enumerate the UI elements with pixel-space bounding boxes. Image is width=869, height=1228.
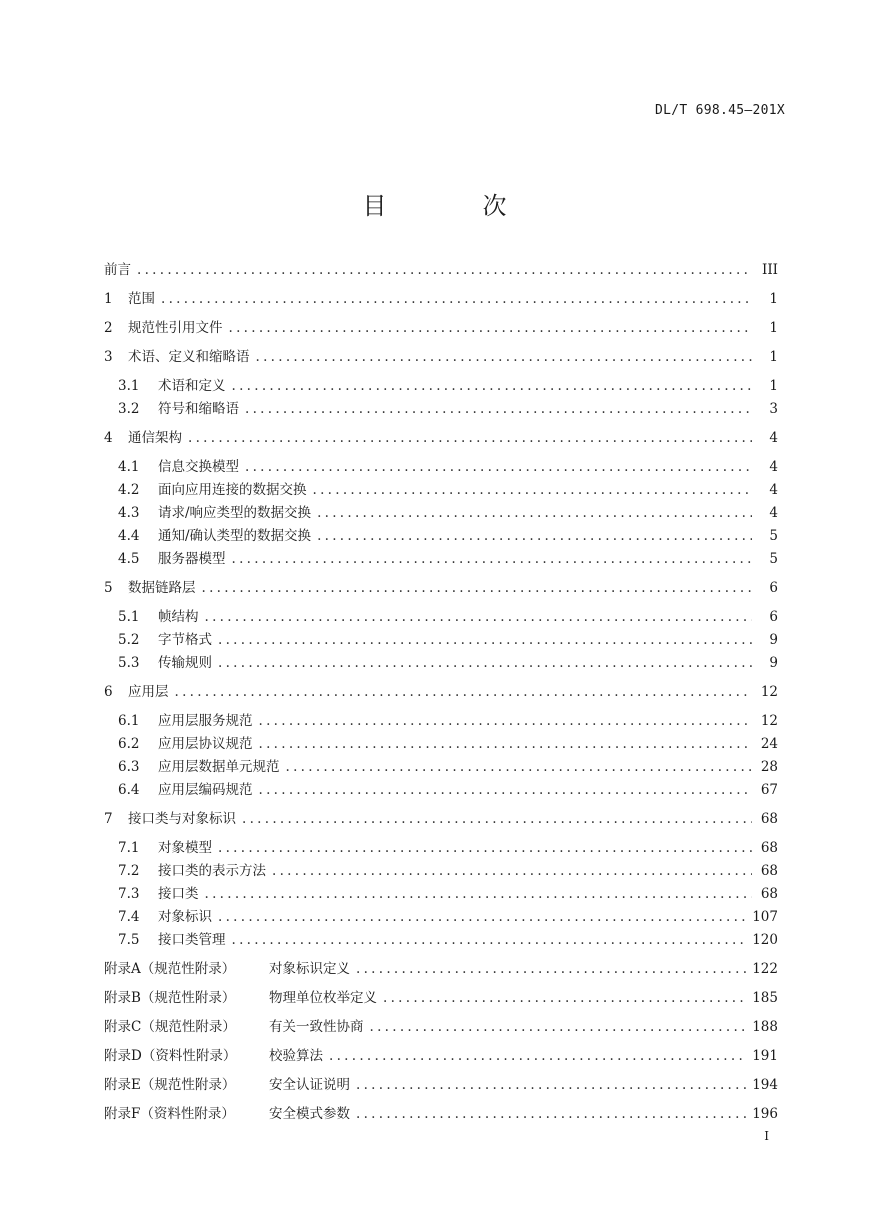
toc-dot-leader: [272, 863, 752, 879]
toc-entry-label: 请求/响应类型的数据交换: [158, 505, 312, 521]
appendix-page: 194: [752, 1077, 778, 1093]
toc-entry[interactable]: [104, 651, 778, 674]
toc-entry[interactable]: [104, 501, 778, 524]
toc-entry-number: 4.5: [118, 551, 140, 567]
toc-entry-label: 通知/确认类型的数据交换: [158, 528, 312, 544]
appendix-label: 校验算法: [269, 1048, 323, 1064]
toc-entry-label: 规范性引用文件: [128, 320, 223, 336]
toc-entry-label: 符号和缩略语: [158, 401, 239, 417]
toc-entry-page: 1: [769, 320, 778, 336]
toc-entry-label: 前言: [104, 262, 131, 278]
toc-entry-label: 信息交换模型: [158, 459, 239, 475]
toc-entry-number: 6: [104, 684, 113, 700]
toc-entry-number: 2: [104, 320, 113, 336]
toc-entry-page: 1: [769, 378, 778, 394]
appendix-page: 188: [752, 1019, 778, 1035]
toc-entry-number: 7.1: [118, 840, 140, 856]
toc-entry-page: 6: [769, 580, 778, 596]
appendix-page: 196: [752, 1106, 778, 1122]
toc-dot-leader: [205, 886, 753, 902]
toc-entry-label: 术语和定义: [158, 378, 226, 394]
toc-dot-leader: [329, 1048, 746, 1064]
toc-dot-leader: [205, 609, 753, 625]
toc-entry[interactable]: [104, 778, 778, 801]
toc-entry[interactable]: [104, 345, 778, 368]
toc-entry-number: 7.3: [118, 886, 140, 902]
toc-dot-leader: [317, 505, 752, 521]
toc-entry-page: 3: [769, 401, 778, 417]
toc-appendix-entry[interactable]: [104, 1044, 778, 1067]
toc-dot-leader: [313, 482, 753, 498]
toc-entry-page: 107: [752, 909, 778, 925]
toc-entry-page: 68: [760, 886, 778, 902]
toc-dot-leader: [245, 459, 752, 475]
toc-entry-number: 7.4: [118, 909, 140, 925]
toc-dot-leader: [175, 684, 753, 700]
toc-dot-leader: [232, 932, 747, 948]
toc-entry-number: 7: [104, 811, 113, 827]
appendix-number: 附录B（规范性附录）: [104, 990, 236, 1006]
toc-entry-page: 120: [752, 932, 778, 948]
toc-entry[interactable]: [104, 928, 778, 951]
toc-entry-number: 6.2: [118, 736, 140, 752]
appendix-label: 对象标识定义: [269, 961, 350, 977]
toc-appendix-entry[interactable]: [104, 986, 778, 1009]
toc-entry-page: 1: [769, 291, 778, 307]
toc-entry-page: 68: [760, 840, 778, 856]
toc-entry-page: 24: [760, 736, 778, 752]
toc-entry-number: 4.3: [118, 505, 140, 521]
toc-dot-leader: [218, 655, 752, 671]
toc-dot-leader: [256, 349, 753, 365]
toc-appendix-entry[interactable]: [104, 1102, 778, 1125]
toc-dot-leader: [259, 782, 753, 798]
toc-entry-number: 1: [104, 291, 113, 307]
toc-dot-leader: [229, 320, 753, 336]
toc-entry-number: 6.3: [118, 759, 140, 775]
toc-appendix-entry[interactable]: [104, 1073, 778, 1096]
toc-entry-page: 5: [769, 528, 778, 544]
toc-entry-number: 3: [104, 349, 113, 365]
toc-entry-page: 5: [769, 551, 778, 567]
toc-entry-label: 范围: [128, 291, 155, 307]
toc-entry-number: 5.2: [118, 632, 140, 648]
appendix-number: 附录A（规范性附录）: [104, 961, 236, 977]
toc-entry-page: 1: [769, 349, 778, 365]
toc-entry-page: 12: [760, 684, 778, 700]
toc-entry-label: 应用层服务规范: [158, 713, 253, 729]
toc-entry-label: 应用层协议规范: [158, 736, 253, 752]
toc-entry[interactable]: [104, 576, 778, 599]
appendix-page: 185: [752, 990, 778, 1006]
toc-dot-leader: [137, 262, 752, 278]
toc-entry-page: 68: [760, 863, 778, 879]
toc-dot-leader: [286, 759, 753, 775]
toc-entry-page: 28: [760, 759, 778, 775]
table-of-contents: [104, 258, 778, 1125]
toc-entry-label: 帧结构: [158, 609, 199, 625]
toc-entry[interactable]: [104, 628, 778, 651]
toc-dot-leader: [232, 551, 753, 567]
toc-entry[interactable]: [104, 455, 778, 478]
toc-dot-leader: [218, 632, 752, 648]
toc-dot-leader: [356, 961, 746, 977]
toc-entry-number: 4.2: [118, 482, 140, 498]
toc-dot-leader: [242, 811, 752, 827]
toc-entry-number: 4.1: [118, 459, 140, 475]
toc-entry-page: 12: [760, 713, 778, 729]
toc-entry-page: 68: [760, 811, 778, 827]
toc-entry-label: 字节格式: [158, 632, 212, 648]
toc-dot-leader: [188, 430, 752, 446]
toc-dot-leader: [232, 378, 753, 394]
appendix-page: 191: [752, 1048, 778, 1064]
toc-dot-leader: [161, 291, 752, 307]
appendix-number: 附录E（规范性附录）: [104, 1077, 236, 1093]
toc-entry-page: 6: [769, 609, 778, 625]
appendix-number: 附录F（资料性附录）: [104, 1106, 235, 1122]
appendix-page: 122: [752, 961, 778, 977]
toc-entry-number: 5.3: [118, 655, 140, 671]
toc-entry-page: 67: [760, 782, 778, 798]
toc-dot-leader: [218, 909, 746, 925]
appendix-label: 安全模式参数: [269, 1106, 350, 1122]
toc-entry-page: 4: [769, 459, 778, 475]
toc-entry-number: 6.4: [118, 782, 140, 798]
toc-entry-number: 4.4: [118, 528, 140, 544]
toc-entry-label: 应用层编码规范: [158, 782, 253, 798]
toc-entry[interactable]: [104, 882, 778, 905]
toc-entry[interactable]: [104, 524, 778, 547]
toc-entry[interactable]: [104, 605, 778, 628]
appendix-label: 物理单位枚举定义: [269, 990, 377, 1006]
toc-entry-number: 5.1: [118, 609, 140, 625]
toc-title: 目 次: [362, 192, 543, 220]
toc-entry-page: 9: [769, 655, 778, 671]
toc-dot-leader: [370, 1019, 747, 1035]
toc-entry-label: 服务器模型: [158, 551, 226, 567]
toc-entry-page: 9: [769, 632, 778, 648]
toc-entry-label: 应用层: [128, 684, 169, 700]
appendix-label: 安全认证说明: [269, 1077, 350, 1093]
toc-entry[interactable]: [104, 374, 778, 397]
appendix-number: 附录D（资料性附录）: [104, 1048, 237, 1064]
toc-entry-page: 4: [769, 505, 778, 521]
toc-entry-label: 面向应用连接的数据交换: [158, 482, 307, 498]
toc-dot-leader: [356, 1106, 746, 1122]
toc-entry-label: 术语、定义和缩略语: [128, 349, 250, 365]
toc-entry-label: 接口类管理: [158, 932, 226, 948]
footer-page-number: I: [764, 1129, 769, 1143]
appendix-number: 附录C（规范性附录）: [104, 1019, 236, 1035]
toc-entry-label: 接口类的表示方法: [158, 863, 266, 879]
toc-dot-leader: [383, 990, 746, 1006]
toc-entry[interactable]: [104, 859, 778, 882]
toc-entry[interactable]: [104, 755, 778, 778]
toc-entry[interactable]: [104, 397, 778, 420]
toc-entry-label: 接口类与对象标识: [128, 811, 236, 827]
toc-entry-number: 3.2: [118, 401, 140, 417]
toc-appendix-entry[interactable]: [104, 1015, 778, 1038]
toc-dot-leader: [218, 840, 752, 856]
toc-entry[interactable]: [104, 836, 778, 859]
toc-entry-label: 数据链路层: [128, 580, 196, 596]
toc-entry-label: 接口类: [158, 886, 199, 902]
toc-entry-page: 4: [769, 482, 778, 498]
toc-entry[interactable]: [104, 709, 778, 732]
toc-entry[interactable]: [104, 905, 778, 928]
toc-entry-label: 对象标识: [158, 909, 212, 925]
toc-entry-number: 7.2: [118, 863, 140, 879]
toc-entry-number: 5: [104, 580, 113, 596]
toc-entry[interactable]: [104, 258, 778, 281]
toc-dot-leader: [356, 1077, 746, 1093]
toc-dot-leader: [202, 580, 753, 596]
toc-entry-label: 对象模型: [158, 840, 212, 856]
toc-entry-number: 6.1: [118, 713, 140, 729]
toc-entry[interactable]: [104, 807, 778, 830]
toc-entry[interactable]: [104, 732, 778, 755]
toc-entry[interactable]: [104, 426, 778, 449]
toc-entry-number: 7.5: [118, 932, 140, 948]
toc-entry-page: 4: [769, 430, 778, 446]
toc-dot-leader: [317, 528, 752, 544]
toc-appendix-entry[interactable]: [104, 957, 778, 980]
toc-entry[interactable]: [104, 287, 778, 310]
toc-entry[interactable]: [104, 680, 778, 703]
toc-dot-leader: [259, 736, 753, 752]
appendix-label: 有关一致性协商: [269, 1019, 364, 1035]
toc-entry-label: 应用层数据单元规范: [158, 759, 280, 775]
toc-entry-number: 3.1: [118, 378, 140, 394]
toc-entry-label: 传输规则: [158, 655, 212, 671]
toc-entry-page: III: [762, 262, 778, 278]
toc-dot-leader: [245, 401, 752, 417]
document-code: DL/T 698.45—201X: [654, 103, 785, 118]
toc-entry[interactable]: [104, 547, 778, 570]
toc-dot-leader: [259, 713, 753, 729]
toc-entry[interactable]: [104, 316, 778, 339]
toc-entry[interactable]: [104, 478, 778, 501]
toc-entry-number: 4: [104, 430, 113, 446]
toc-entry-label: 通信架构: [128, 430, 182, 446]
